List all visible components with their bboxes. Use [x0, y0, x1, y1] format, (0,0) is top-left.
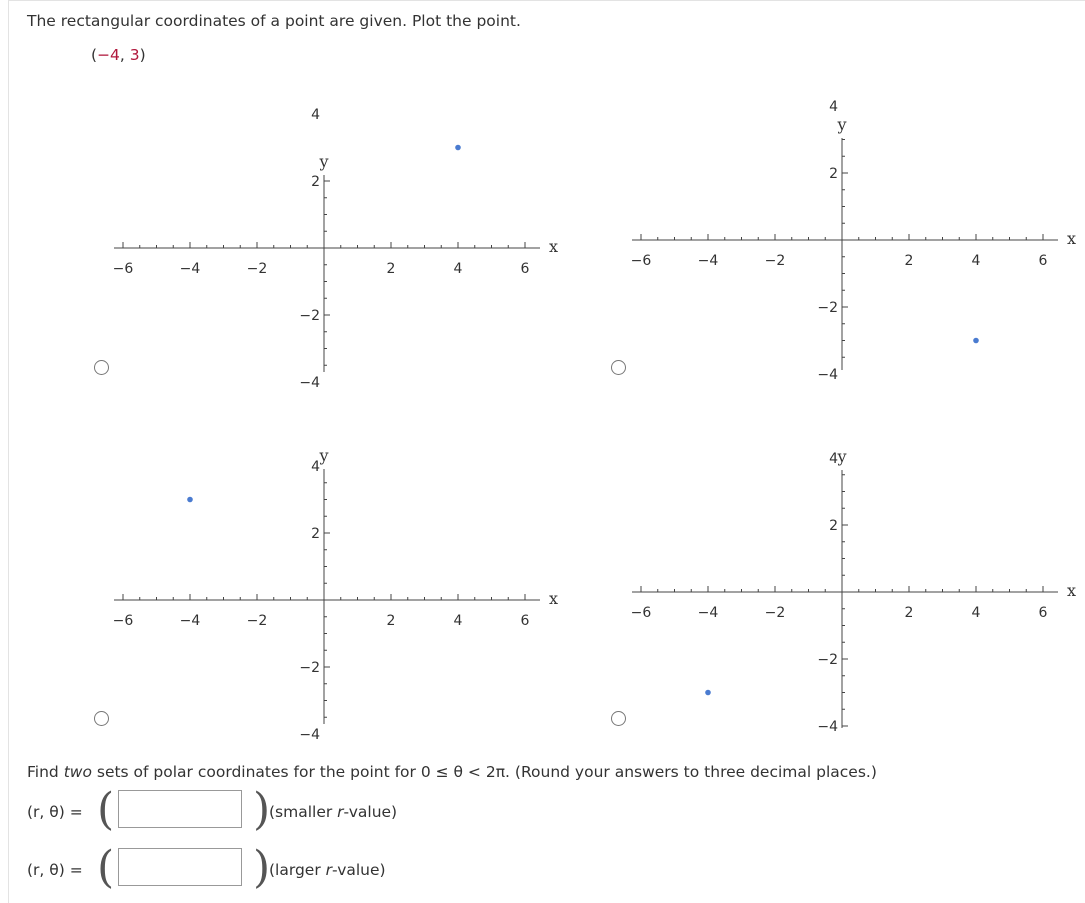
- given-point: [91, 46, 146, 64]
- point-y: 3: [129, 46, 140, 64]
- x-axis-label: x: [1067, 229, 1077, 248]
- point-open-paren: (: [91, 46, 98, 64]
- x-tick-label: 6: [1038, 605, 1048, 621]
- x-tick-label: −6: [630, 253, 652, 269]
- point-close-paren: ): [139, 46, 146, 64]
- x-tick-label: 2: [904, 605, 914, 621]
- plotted-point: [455, 145, 461, 151]
- point-x: −4: [97, 46, 120, 64]
- answer-label: (r, θ) =: [27, 861, 83, 879]
- plotted-point: [705, 690, 711, 696]
- x-axis-label: x: [549, 589, 559, 608]
- y-axis-label: y: [319, 446, 329, 465]
- y-tick-label: 2: [829, 166, 838, 182]
- y-tick-label: −4: [299, 727, 320, 743]
- instruction-text: [27, 763, 877, 781]
- x-tick-label: −2: [246, 613, 268, 629]
- plotted-point: [973, 338, 979, 344]
- radio-option-b[interactable]: [611, 360, 626, 375]
- x-tick-label: 4: [453, 261, 463, 277]
- y-tick-label: 2: [311, 174, 320, 190]
- radio-option-d[interactable]: [611, 711, 626, 726]
- x-tick-label: 4: [971, 605, 981, 621]
- y-tick-label: −4: [299, 375, 320, 391]
- y-tick-label: 4: [311, 107, 320, 123]
- y-tick-label: −2: [299, 660, 320, 676]
- instruction-prefix: Find: [27, 763, 64, 781]
- x-tick-label: 2: [904, 253, 914, 269]
- y-tick-label: 2: [829, 518, 838, 534]
- answer-note: (larger r-value): [269, 861, 386, 879]
- y-tick-label: 4: [829, 451, 838, 467]
- x-tick-label: −6: [112, 261, 134, 277]
- close-paren: ): [253, 784, 271, 835]
- question-text: The rectangular coordinates of a point are given. Plot the point.: [27, 12, 521, 30]
- x-tick-label: 6: [520, 613, 530, 629]
- x-tick-label: −4: [697, 605, 719, 621]
- y-tick-label: 4: [829, 99, 838, 115]
- x-tick-label: −4: [697, 253, 719, 269]
- y-tick-label: −4: [817, 719, 838, 735]
- open-paren: (: [97, 784, 115, 835]
- y-tick-label: −4: [817, 367, 838, 383]
- close-paren: ): [253, 842, 271, 893]
- x-tick-label: 2: [386, 613, 396, 629]
- answer-label: (r, θ) =: [27, 803, 83, 821]
- answer-input-larger-r[interactable]: [118, 848, 242, 886]
- radio-option-a[interactable]: [94, 360, 109, 375]
- x-tick-label: 6: [520, 261, 530, 277]
- open-paren: (: [97, 842, 115, 893]
- x-tick-label: −4: [179, 613, 201, 629]
- y-axis-label: y: [319, 152, 329, 171]
- graph-option-a: [100, 80, 570, 391]
- y-tick-label: −2: [817, 300, 838, 316]
- x-tick-label: −2: [764, 253, 786, 269]
- x-tick-label: −6: [630, 605, 652, 621]
- x-tick-label: 4: [453, 613, 463, 629]
- x-axis-label: x: [1067, 581, 1077, 600]
- y-axis-label: y: [837, 447, 847, 466]
- y-tick-label: 2: [311, 526, 320, 542]
- graph-option-d: [620, 432, 1085, 735]
- answer-input-smaller-r[interactable]: [118, 790, 242, 828]
- graph-option-b: [620, 80, 1085, 383]
- plotted-point: [187, 497, 193, 503]
- x-tick-label: 4: [971, 253, 981, 269]
- x-tick-label: −2: [764, 605, 786, 621]
- graph-option-c: [100, 432, 570, 743]
- radio-option-c[interactable]: [94, 711, 109, 726]
- x-axis-label: x: [549, 237, 559, 256]
- answer-note: (smaller r-value): [269, 803, 398, 821]
- instruction-body: sets of polar coordinates for the point for 0 ≤ θ < 2π. (Round your answers to three decimal places.): [91, 763, 877, 781]
- x-tick-label: −6: [112, 613, 134, 629]
- instruction-emphasis: two: [63, 763, 92, 781]
- x-tick-label: −4: [179, 261, 201, 277]
- x-tick-label: 2: [386, 261, 396, 277]
- x-tick-label: 6: [1038, 253, 1048, 269]
- x-tick-label: −2: [246, 261, 268, 277]
- y-tick-label: −2: [299, 308, 320, 324]
- y-tick-label: 4: [311, 459, 320, 475]
- point-separator: ,: [119, 46, 130, 64]
- y-axis-label: y: [837, 115, 847, 134]
- y-tick-label: −2: [817, 652, 838, 668]
